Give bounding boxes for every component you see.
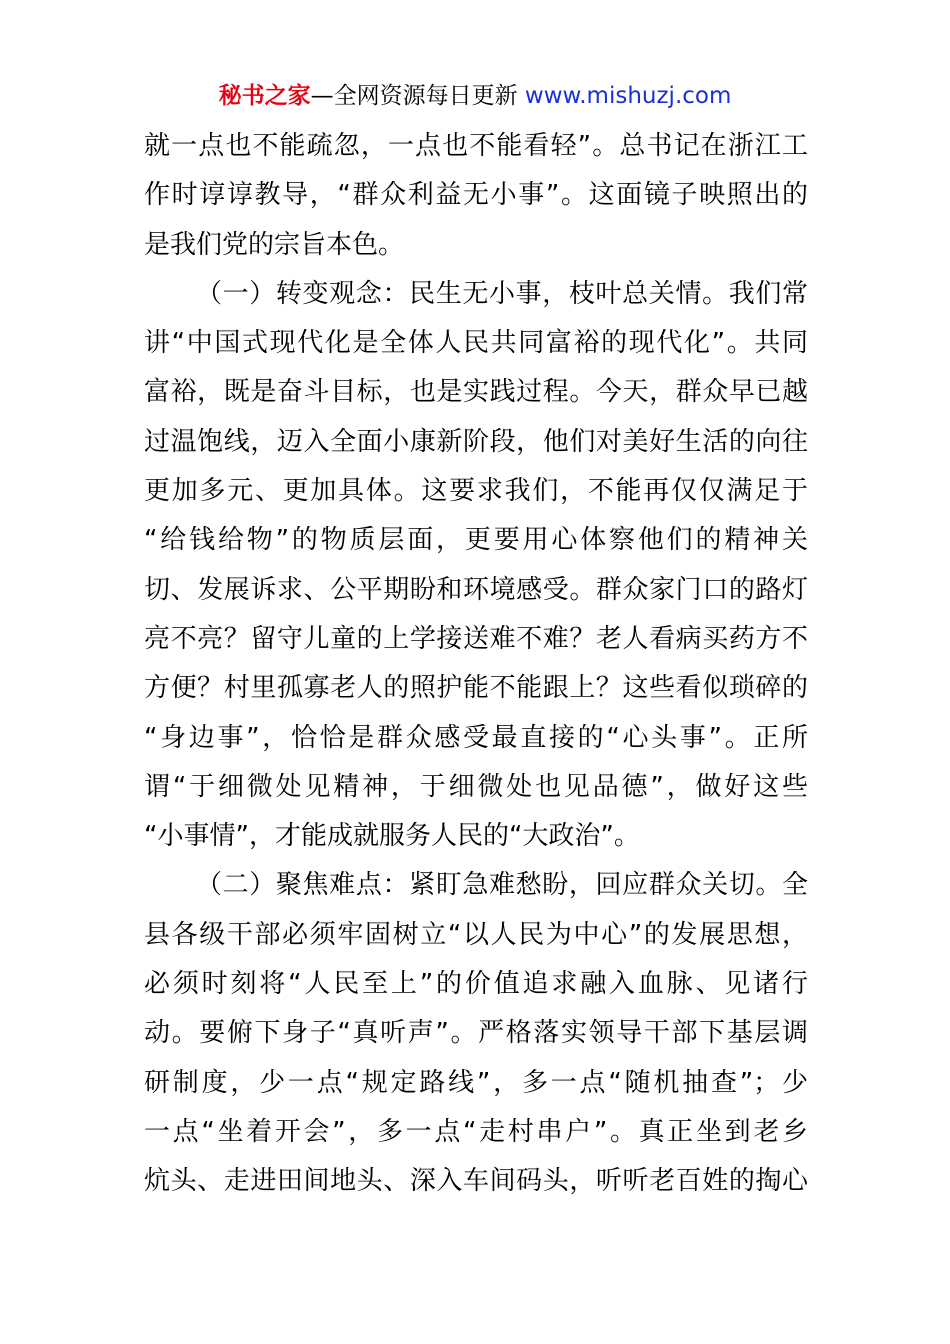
text-line: 谓“于细微处见精神，于细微处也见品德”，做好这些 — [144, 771, 808, 802]
header-tagline: —全网资源每日更新 — [310, 83, 518, 109]
text-line: 作时谆谆教导，“群众利益无小事”。这面镜子映照出的 — [144, 180, 808, 211]
text-line: 县各级干部必须牢固树立“以人民为中心”的发展思想， — [144, 919, 808, 950]
paragraph-heading-line: （二）聚焦难点：紧盯急难愁盼，回应群众关切。全 — [196, 870, 808, 901]
text-line: 富裕，既是奋斗目标，也是实践过程。今天，群众早已越 — [144, 377, 808, 408]
text-line: “身边事”，恰恰是群众感受最直接的“心头事”。正所 — [144, 722, 808, 753]
text-line: “给钱给物”的物质层面，更要用心体察他们的精神关 — [144, 525, 808, 556]
text-line: 过温饱线，迈入全面小康新阶段，他们对美好生活的向往 — [144, 426, 808, 457]
text-line: 就一点也不能疏忽，一点也不能看轻”。总书记在浙江工 — [144, 131, 808, 161]
text-line: 方便？村里孤寡老人的照护能不能跟上？这些看似琐碎的 — [144, 673, 808, 704]
text-line: 动。要俯下身子“真听声”。严格落实领导干部下基层调 — [144, 1018, 808, 1049]
document-body — [144, 122, 808, 1207]
text-line: 研制度，少一点“规定路线”，多一点“随机抽查”；少 — [144, 1067, 808, 1098]
text-line: 炕头、走进田间地头、深入车间码头，听听老百姓的掏心 — [144, 1166, 808, 1197]
text-line: 讲“中国式现代化是全体人民共同富裕的现代化”。共同 — [144, 328, 808, 359]
text-line: 更加多元、更加具体。这要求我们，不能再仅仅满足于 — [144, 476, 808, 507]
text-line: 是我们党的宗旨本色。 — [144, 229, 405, 260]
text-line: 切、发展诉求、公平期盼和环境感受。群众家门口的路灯 — [144, 574, 808, 605]
text-line: “小事情”，才能成就服务人民的“大政治”。 — [144, 821, 640, 852]
page-header — [0, 80, 950, 112]
text-line: 亮不亮？留守儿童的上学接送难不难？老人看病买药方不 — [144, 623, 808, 654]
paragraph-heading-line: （一）转变观念：民生无小事，枝叶总关情。我们常 — [196, 278, 808, 309]
site-url-link[interactable]: www.mishuzj.com — [524, 83, 732, 109]
text-line: 一点“坐着开会”，多一点“走村串户”。真正坐到老乡 — [144, 1116, 808, 1147]
brand-name: 秘书之家 — [218, 83, 311, 109]
text-line: 必须时刻将“人民至上”的价值追求融入血脉、见诸行 — [144, 969, 808, 1000]
